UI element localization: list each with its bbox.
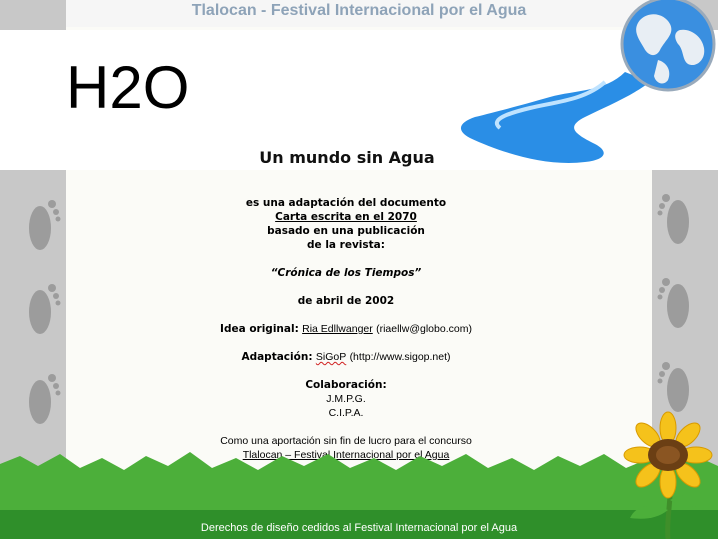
- intro-line: es una adaptación del documento: [245, 197, 447, 209]
- footprint-icon: [652, 182, 696, 258]
- collaboration-label: Colaboración:: [305, 379, 387, 391]
- document-title: Carta escrita en el 2070: [275, 211, 417, 223]
- idea-line: [66, 322, 626, 336]
- based-line: basado en una publicación: [267, 225, 425, 237]
- globe-icon: [610, 0, 718, 96]
- header-title: Tlalocan - Festival Internacional por el Agua: [191, 2, 527, 19]
- magazine-intro: de la revista:: [307, 239, 385, 251]
- adaptation-url: (http://www.sigop.net): [349, 351, 451, 363]
- h2o-logo: H2O: [66, 54, 190, 121]
- contest-name: Tlalocan – Festival Internacional por el Agua: [242, 449, 450, 461]
- publication-date: de abril de 2002: [297, 295, 395, 307]
- footprint-icon: [22, 188, 66, 264]
- collaborator-2: C.I.P.A.: [328, 407, 364, 419]
- footprint-icon: [22, 362, 66, 438]
- body-text: [66, 196, 626, 490]
- collaborator-1: J.M.P.G.: [326, 393, 366, 405]
- slide-subtitle: Un mundo sin Agua: [259, 148, 435, 167]
- idea-label: Idea original:: [220, 323, 299, 335]
- idea-name: Ria Edllwanger: [302, 323, 373, 335]
- adaptation-label: Adaptación:: [241, 351, 313, 363]
- magazine-name: “Crónica de los Tiempos”: [270, 267, 422, 279]
- contest-line: Como una aportación sin fin de lucro para el concurso: [220, 435, 472, 447]
- sunflower-icon: [618, 410, 718, 539]
- footprint-icon: [22, 272, 66, 348]
- adaptation-name: SiGoP: [315, 351, 347, 363]
- adaptation-line: [66, 350, 626, 364]
- footprint-icon: [652, 266, 696, 342]
- idea-email: (riaellw@globo.com): [376, 323, 472, 335]
- footer-credits: Derechos de diseño cedidos al Festival Internacional por el Agua: [200, 522, 518, 534]
